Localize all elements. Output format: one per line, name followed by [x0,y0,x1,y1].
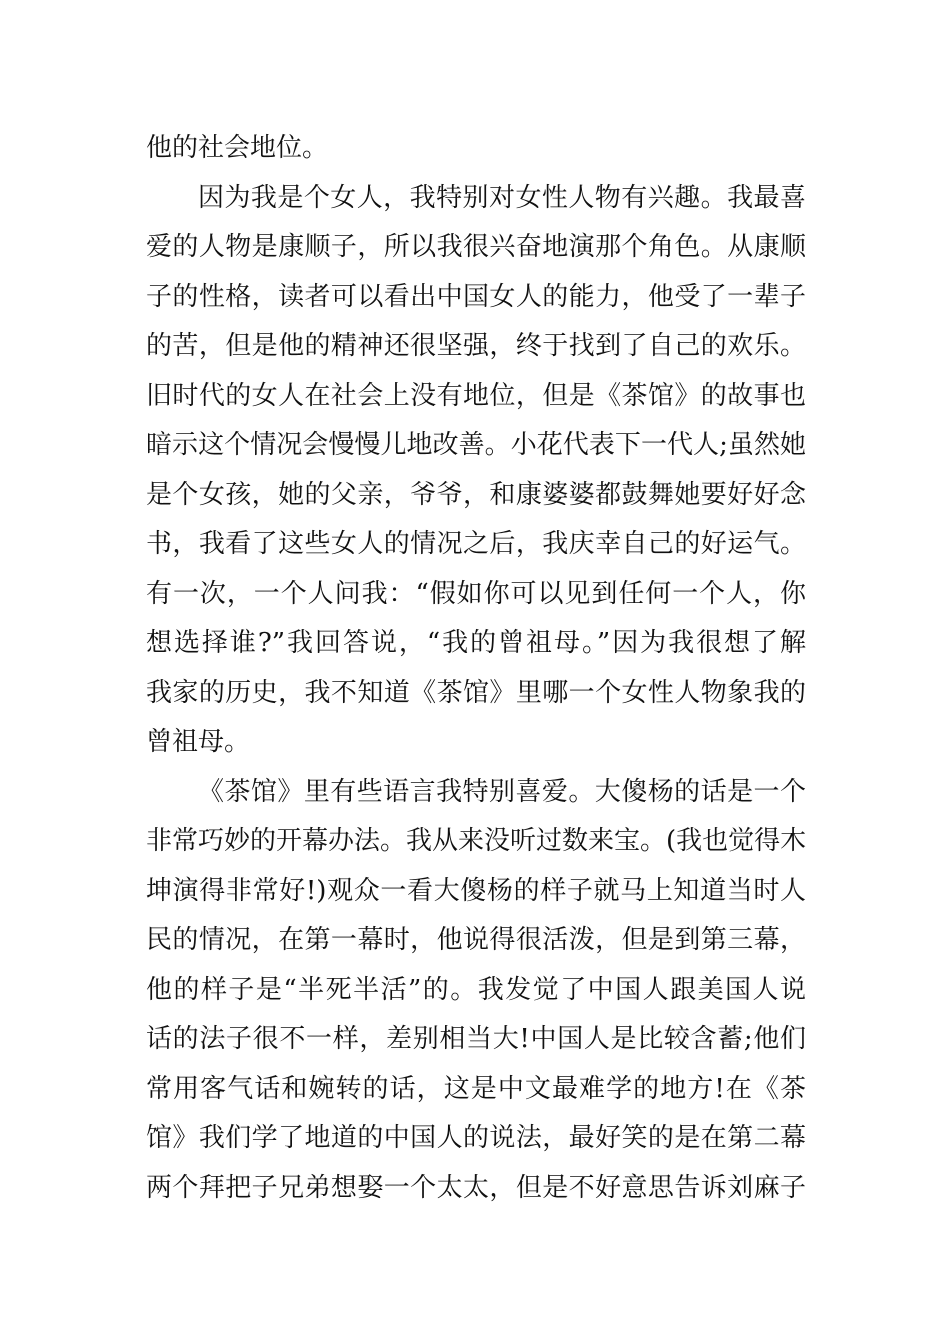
text-line: 民的情况，在第一幕时，他说得很活泼，但是到第三幕， [146,925,806,955]
text-line: 他的样子是“半死半活”的。我发觉了中国人跟美国人说 [146,974,806,1005]
text-line: 子的性格，读者可以看出中国女人的能力，他受了一辈子 [146,281,806,312]
text-line: 爱的人物是康顺子，所以我很兴奋地演那个角色。从康顺 [146,232,806,262]
text-line: 常用客气话和婉转的话，这是中文最难学的地方!在《茶 [146,1073,806,1104]
text-line: 有一次，一个人问我：“假如你可以见到任何一个人，你 [146,578,806,609]
text-line: 他的社会地位。 [146,133,329,163]
text-line: 我家的历史，我不知道《茶馆》里哪一个女性人物象我的 [146,677,806,708]
text-line: 坤演得非常好!)观众一看大傻杨的样子就马上知道当时人 [146,875,806,906]
text-line: 《茶馆》里有些语言我特别喜爱。大傻杨的话是一个 [198,776,806,807]
text-line: 旧时代的女人在社会上没有地位，但是《茶馆》的故事也 [146,380,806,411]
text-line: 是个女孩，她的父亲，爷爷，和康婆婆都鼓舞她要好好念 [146,479,806,510]
text-line: 的苦，但是他的精神还很坚强，终于找到了自己的欢乐。 [146,331,806,361]
text-line: 因为我是个女人，我特别对女性人物有兴趣。我最喜 [198,182,806,213]
text-line: 馆》我们学了地道的中国人的说法，最好笑的是在第二幕 [146,1123,806,1153]
text-line: 话的法子很不一样，差别相当大!中国人是比较含蓄;他们 [146,1024,806,1054]
body-text [146,124,806,1213]
text-line: 曾祖母。 [146,727,251,757]
text-line: 书，我看了这些女人的情况之后，我庆幸自己的好运气。 [146,529,806,559]
text-line: 想选择谁?”我回答说，“我的曾祖母。”因为我很想了解 [146,628,806,658]
text-line: 两个拜把子兄弟想娶一个太太，但是不好意思告诉刘麻子 [146,1172,806,1203]
text-line: 暗示这个情况会慢慢儿地改善。小花代表下一代人;虽然她 [146,430,806,460]
text-line: 非常巧妙的开幕办法。我从来没听过数来宝。(我也觉得木 [146,826,807,856]
